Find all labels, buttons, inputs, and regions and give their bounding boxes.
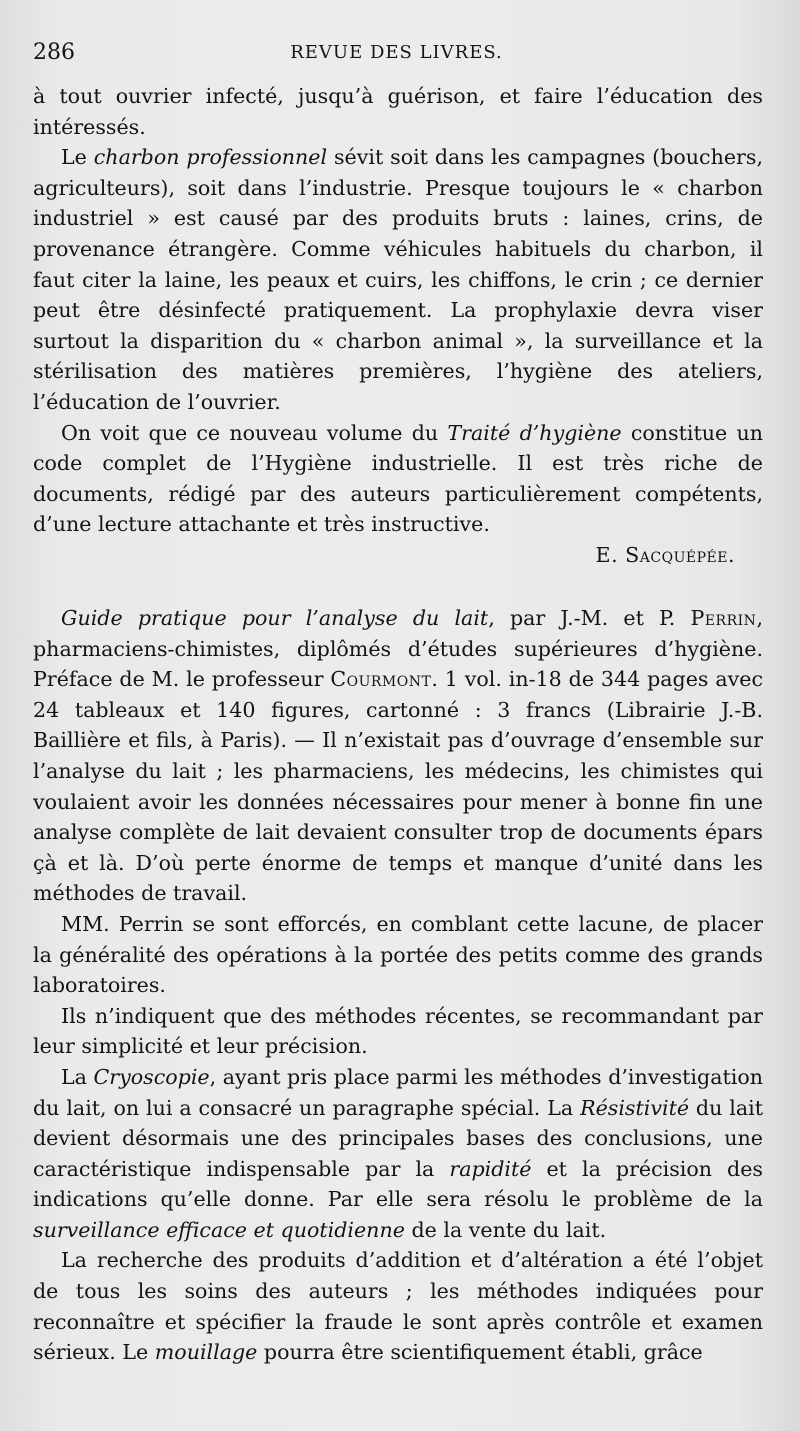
running-head [33,38,760,68]
page-number: 286 [33,40,75,65]
milk-analysis-review-block [33,603,763,1368]
paragraph-cryoscopie: La Cryoscopie, ayant pris place parmi les méthodes d’investigation du lait, on lui a consacré un paragraphe spécial. La Résistivité du lait devient désormais une des principales bases des conclusions, une caractéristique indispensable par la rapidité et la précision des indications qu’elle donne. Par elle sera résolu le problème de la surveillance efficace et quotidienne de la vente du lait. [33,1064,764,1242]
paragraph-charbon: Le charbon professionnel sévit soit dans les campagnes (bouchers, agriculteurs), soit dans l’industrie. Presque toujours le « charbon industriel » est causé par des produits bruts : laines, crins, de provenance étrangère. Comme véhicules habituels du charbon, il faut citer la laine, les peaux et cuirs, les chiffons, le crin ; ce dernier peut être désinfecté pratiquement. La prophylaxie devra viser surtout la disparition du « charbon animal », la surveillance et la stérilisation des matières premières, l’hygiène des ateliers, l’éducation de l’ouvrier. [33,145,763,414]
italic-book-title: Traité d’hygiène [447,420,622,445]
paragraph-conclusion: On voit que ce nouveau volume du Traité d’hygiène constitue un code complet de l’Hygiène industrielle. Il est très riche de documents, rédigé par des auteurs particulièrement compétents, d’une lecture attachante et très instructive. [33,420,763,537]
italic-term: charbon professionnel [93,145,328,170]
paragraph-fraud: La recherche des produits d’addition et d’altération a été l’objet de tous les soins des auteurs ; les méthodes indiquées pour reconnaître et spécifier la fraude le sont après contrôle et examen sérieux. Le mouillage pourra être scientifiquement établi, grâce [33,1248,763,1365]
paragraph-mm-perrin: MM. Perrin se sont efforcés, en comblant cette lacune, de placer la généralité des opérations à la portée des petits comme des grands laboratoires. [33,911,763,998]
paragraph-methods: Ils n’indiquent que des méthodes récentes, se recommandant par leur simplicité et leur précision. [33,1003,763,1059]
review-entry: Guide pratique pour l’analyse du lait, par J.-M. et P. Perrin, pharmaciens-chimistes, diplômés d’études supérieures d’hygiène. Préface de M. le professeur Courmont. 1 vol. in-18 de 344 pages avec 24 tableaux et 140 figures, cartonné : 3 francs (Librairie J.-B. Baillière et fils, à Paris). — Il n’existait pas d’ouvrage d’ensemble sur l’analyse du lait ; les pharmaciens, les médecins, les chimistes qui voulaient avoir les données nécessaires pour mener à bonne fin une analyse complète de lait devaient consulter trop de documents épars çà et là. D’où perte énorme de temps et manque d’unité dans les méthodes de travail. [33,606,764,906]
paragraph-continuation: à tout ouvrier infecté, jusqu’à guérison, et faire l’éducation des intéressés. [33,84,763,139]
preface-author-name: Courmont [330,667,432,692]
journal-title: REVUE DES LIVRES. [290,42,503,63]
author-name: Perrin [690,606,757,630]
anthrax-review-block [33,81,763,571]
book-title: Guide pratique pour l’analyse du lait [61,606,489,630]
reviewer-signature: E. Sacquépée. [595,542,735,567]
